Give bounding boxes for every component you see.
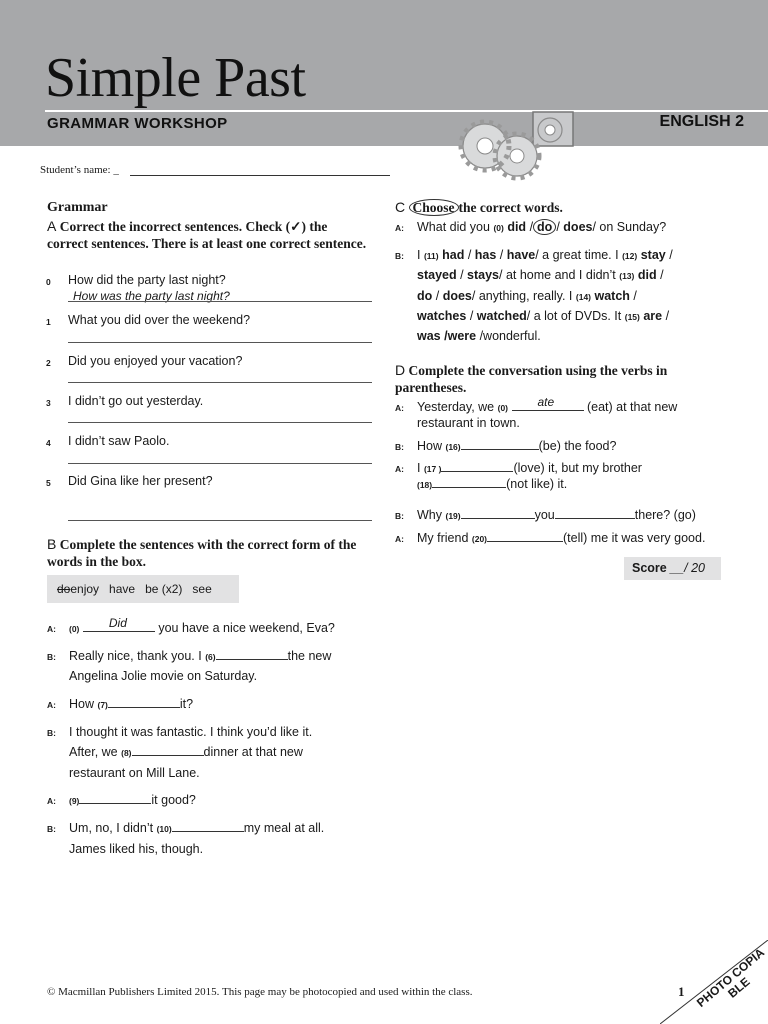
item-answer: How was the party last night? — [73, 289, 230, 303]
answer-line[interactable] — [68, 301, 372, 302]
dialogue-line — [417, 474, 567, 495]
line-text: the new — [287, 649, 332, 663]
dialogue-line — [395, 217, 666, 238]
speaker-label: B: — [395, 442, 404, 452]
section-d-letter: D — [395, 362, 406, 378]
grammar-heading: Grammar — [47, 200, 108, 215]
line-text: you have a nice weekend, Eva? — [158, 621, 335, 635]
answer-line[interactable] — [68, 342, 372, 343]
section-d-instruction — [395, 362, 725, 396]
line-text: / a great time. I — [535, 248, 619, 262]
item-number: 0 — [46, 277, 51, 287]
line-text: Angelina Jolie movie on Saturday. — [69, 669, 258, 683]
line-text: (tell) me it was very good. — [563, 531, 706, 545]
line-text: How — [417, 439, 443, 453]
line-text: Yesterday, we — [417, 400, 495, 414]
line-text: Really nice, thank you. I — [69, 649, 202, 663]
item-sentence: Did you enjoyed your vacation? — [68, 354, 243, 368]
gap-number: (19) — [445, 511, 461, 521]
word-option[interactable]: did — [637, 268, 657, 282]
copyright-text: © Macmillan Publishers Limited 2015. This page may be photocopied and used within the class. — [47, 986, 473, 998]
line-text: (love) it, but my brother — [513, 461, 642, 475]
line-text: James liked his, though. — [69, 842, 204, 856]
level-label: ENGLISH 2 — [659, 113, 744, 130]
speaker-label: A: — [395, 223, 404, 233]
dialogue-line: B: I (11) had / has / have/ a great time. I (12) stay / — [395, 245, 673, 266]
circled-word: Choose — [409, 199, 459, 216]
line-text: Um, no, I didn’t — [69, 821, 154, 835]
speaker-label: A: — [395, 534, 404, 544]
line-text: My friend — [417, 531, 469, 545]
score-label: Score — [632, 561, 667, 575]
word-list: enjoy have be (x2) see — [70, 582, 212, 596]
gap-number: (18) — [417, 480, 433, 490]
dialogue-line — [395, 436, 616, 457]
item-number: 5 — [46, 478, 51, 488]
gears-icon — [455, 108, 580, 188]
word-option[interactable]: stays — [467, 268, 500, 282]
line-text: What did you — [417, 220, 490, 234]
speaker-label: A: — [395, 464, 404, 474]
word-option[interactable]: did — [507, 220, 527, 234]
struck-word: do — [57, 582, 71, 596]
line-text: / on Sunday? — [592, 220, 667, 234]
dialogue-line — [47, 618, 335, 639]
gap-blank[interactable] — [83, 616, 155, 632]
speaker-label: A: — [47, 700, 56, 710]
line-text: How — [69, 697, 95, 711]
answer-line[interactable] — [68, 463, 372, 464]
item-sentence: How did the party last night? — [68, 273, 226, 287]
speaker-label: A: — [47, 796, 56, 806]
line-text: (be) the food? — [538, 439, 617, 453]
line-text: (not like) it. — [506, 477, 568, 491]
gap-blank[interactable] — [132, 744, 204, 756]
word-option[interactable]: watched — [476, 309, 527, 323]
section-c-instruction — [395, 198, 563, 217]
speaker-label: B: — [47, 652, 56, 662]
word-option[interactable]: does — [442, 289, 472, 303]
gap-answer: ate — [537, 395, 555, 409]
student-name-label: Student’s name: _ — [40, 164, 119, 176]
gap-number: (10) — [156, 824, 172, 834]
line-text: I — [417, 248, 421, 262]
line-text: restaurant in town. — [417, 416, 520, 430]
gap-number: (17 ) — [423, 464, 442, 474]
word-option[interactable]: stay — [640, 248, 666, 262]
section-b-instruction — [47, 536, 367, 570]
gap-number: (20) — [471, 534, 488, 544]
gap-blank[interactable] — [441, 460, 513, 472]
word-option[interactable]: watches — [417, 309, 467, 323]
speaker-label: A: — [47, 624, 56, 634]
section-a-instruction — [47, 218, 367, 252]
word-box — [47, 575, 239, 603]
item-number: 2 — [46, 358, 51, 368]
section-d-text: Complete the conversation using the verbs in parentheses. — [395, 363, 668, 395]
word-option[interactable]: has — [474, 248, 497, 262]
gap-blank[interactable] — [108, 696, 180, 708]
gap-answer: Did — [108, 616, 127, 630]
gap-blank[interactable] — [79, 792, 151, 804]
speaker-label: B: — [395, 251, 404, 261]
line-text: I — [417, 461, 421, 475]
answer-line[interactable] — [68, 520, 372, 521]
item-sentence: What you did over the weekend? — [68, 313, 251, 327]
dialogue-line — [47, 818, 324, 839]
gap-number: (6) — [205, 652, 216, 662]
speaker-label: B: — [47, 824, 56, 834]
speaker-label: B: — [395, 511, 404, 521]
dialogue-line: watches / watched/ a lot of DVDs. It (15) are / — [417, 309, 670, 323]
item-sentence: Did Gina like her present? — [68, 474, 213, 488]
word-option[interactable]: had — [442, 248, 465, 262]
line-text: you — [534, 508, 555, 522]
dialogue-line — [47, 790, 196, 811]
dialogue-line — [395, 505, 696, 526]
item-number: 4 — [46, 438, 51, 448]
section-a-text: Correct the incorrect sentences. Check (✓) the correct sentences. There is at least one correct sentence. — [47, 219, 367, 251]
page-subtitle: GRAMMAR WORKSHOP — [47, 115, 228, 132]
photocopiable-label: PHOTO COPIA BLE — [693, 945, 768, 1010]
word-option[interactable]: stayed — [417, 268, 457, 282]
section-b-letter: B — [47, 536, 57, 552]
word-option-selected[interactable]: do — [533, 219, 556, 235]
line-text: restaurant on Mill Lane. — [69, 766, 200, 780]
line-text: it good? — [151, 793, 196, 807]
word-option[interactable]: watch — [594, 289, 630, 303]
gap-number: (15) — [624, 312, 640, 322]
score-value: __/ 20 — [670, 561, 705, 575]
gap-number: (16) — [445, 442, 461, 452]
page-number: 1 — [678, 984, 685, 999]
gap-number: (8) — [121, 748, 132, 758]
line-text: /wonderful. — [479, 329, 541, 343]
gap-number: (13) — [619, 271, 635, 281]
student-name-field[interactable] — [130, 175, 390, 176]
dialogue-line: stayed / stays/ at home and I didn’t (13) did / — [417, 268, 664, 282]
dialogue-line — [69, 742, 303, 763]
word-option[interactable]: was — [417, 329, 441, 343]
dialogue-line — [47, 722, 312, 743]
line-text: dinner at that new — [203, 745, 303, 759]
line-text: (eat) at that new — [586, 400, 678, 414]
gap-blank[interactable] — [461, 438, 539, 450]
title-rule — [45, 110, 768, 112]
word-option[interactable]: /were — [444, 329, 477, 343]
dialogue-line — [417, 326, 541, 346]
item-number: 1 — [46, 317, 51, 327]
gap-number: (12) — [622, 251, 638, 261]
gap-number: (14) — [575, 292, 592, 302]
gap-number: (11) — [423, 251, 439, 261]
page-title: Simple Past — [45, 47, 306, 109]
dialogue-line — [47, 646, 331, 667]
dialogue-line: do / does/ anything, really. I (14) watch / — [417, 289, 637, 303]
line-text: / at home and I didn’t — [499, 268, 616, 282]
gap-number: (0) — [69, 624, 80, 634]
item-number: 3 — [46, 398, 51, 408]
line-text: Why — [417, 508, 442, 522]
dialogue-line — [395, 528, 705, 549]
line-text: it? — [179, 697, 194, 711]
answer-line[interactable] — [68, 382, 372, 383]
gap-blank[interactable] — [216, 648, 288, 660]
item-sentence: I didn’t go out yesterday. — [68, 394, 204, 408]
line-text: / anything, really. I — [471, 289, 573, 303]
line-text: After, we — [69, 745, 118, 759]
gap-number: (0) — [497, 403, 509, 413]
item-sentence: I didn’t saw Paolo. — [68, 434, 170, 448]
line-text: / a lot of DVDs. It — [526, 309, 622, 323]
answer-line[interactable] — [68, 422, 372, 423]
gap-blank[interactable] — [432, 476, 506, 488]
section-c-letter: C — [395, 199, 406, 215]
separator: / — [556, 220, 560, 234]
score-box — [624, 557, 721, 580]
gap-blank[interactable] — [461, 507, 535, 519]
line-text: there? (go) — [634, 508, 696, 522]
dialogue-line — [47, 694, 193, 715]
section-b-text: Complete the sentences with the correct form of the words in the box. — [47, 537, 357, 569]
gap-blank[interactable] — [172, 820, 244, 832]
word-option[interactable]: does — [563, 220, 593, 234]
line-text: my meal at all. — [243, 821, 325, 835]
gap-number: (7) — [97, 700, 108, 710]
separator: / — [529, 220, 534, 234]
word-option[interactable]: have — [506, 248, 536, 262]
gap-blank[interactable] — [512, 395, 584, 411]
gap-blank[interactable] — [487, 530, 563, 542]
gap-blank[interactable] — [555, 507, 635, 519]
word-option[interactable]: are — [643, 309, 663, 323]
word-option[interactable]: do — [417, 289, 433, 303]
speaker-label: B: — [47, 728, 56, 738]
speaker-label: A: — [395, 403, 404, 413]
section-c-text: the correct words. — [458, 200, 563, 215]
section-a-letter: A — [47, 218, 57, 234]
gap-number: (9) — [69, 796, 80, 806]
gap-number: (0) — [493, 223, 504, 233]
line-text: I thought it was fantastic. I think you’d like it. — [69, 725, 313, 739]
